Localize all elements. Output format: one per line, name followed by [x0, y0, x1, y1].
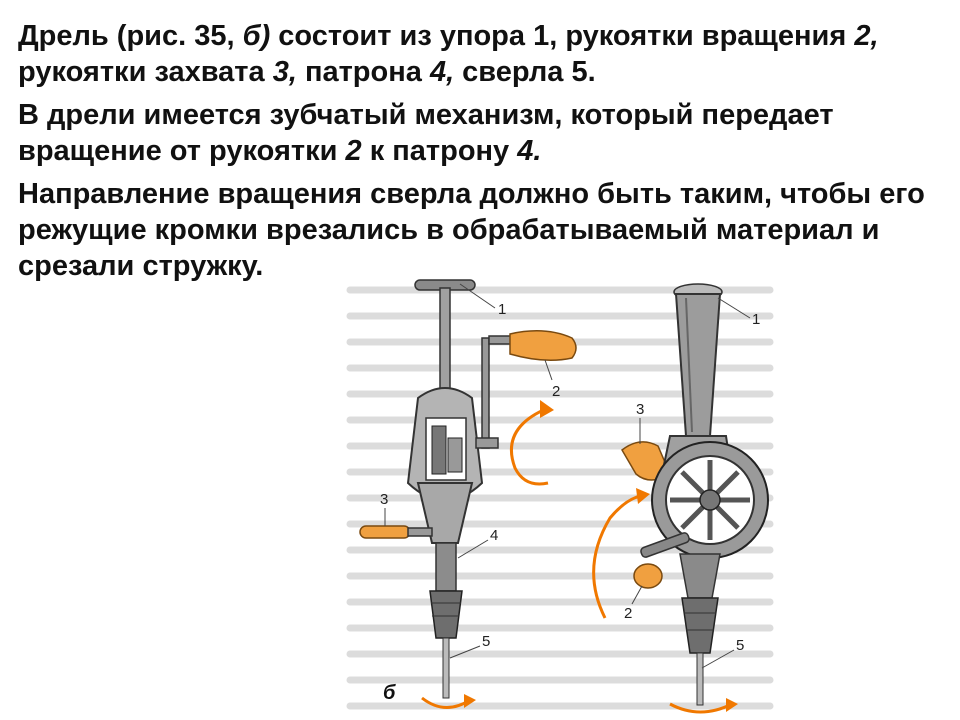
right-label-3: 3 — [636, 401, 645, 418]
left-label-3: 3 — [380, 491, 389, 508]
text-run: патрона — [296, 56, 430, 88]
text-run: 4. — [517, 135, 542, 167]
left-label-4: 4 — [490, 527, 499, 544]
text-run: Дрель (рис. 35, — [18, 20, 243, 52]
paragraph-2 — [18, 97, 948, 169]
text-run: 2, — [854, 20, 879, 52]
text-run: 4, — [429, 56, 455, 88]
text-run: 3, — [272, 56, 297, 88]
description-text — [18, 18, 948, 291]
drill-illustration — [340, 268, 780, 720]
text-run: В дрели имеется зубчатый механизм, который передает вращение от рукоятки — [18, 99, 834, 167]
text-run: рукоятки захвата — [18, 56, 273, 88]
text-run: Направление вращения сверла должно быть таким, чтобы его режущие кромки врезались в обрабатываемый материал и срезали стружку. — [18, 178, 925, 282]
left-label-1: 1 — [498, 301, 507, 318]
text-run: к патрону — [361, 135, 518, 167]
right-label-2: 2 — [624, 605, 633, 622]
right-label-5: 5 — [736, 637, 745, 654]
right-label-1: 1 — [752, 311, 761, 328]
left-label-5: 5 — [482, 633, 491, 650]
figure-letter: б — [383, 682, 396, 704]
paragraph-1 — [18, 18, 948, 90]
left-label-2: 2 — [552, 383, 561, 400]
text-run: б) — [242, 20, 271, 52]
text-run: 2 — [345, 135, 362, 167]
text-run: сверла 5. — [454, 56, 596, 88]
text-run: состоит из упора 1, рукоятки вращения — [270, 20, 855, 52]
